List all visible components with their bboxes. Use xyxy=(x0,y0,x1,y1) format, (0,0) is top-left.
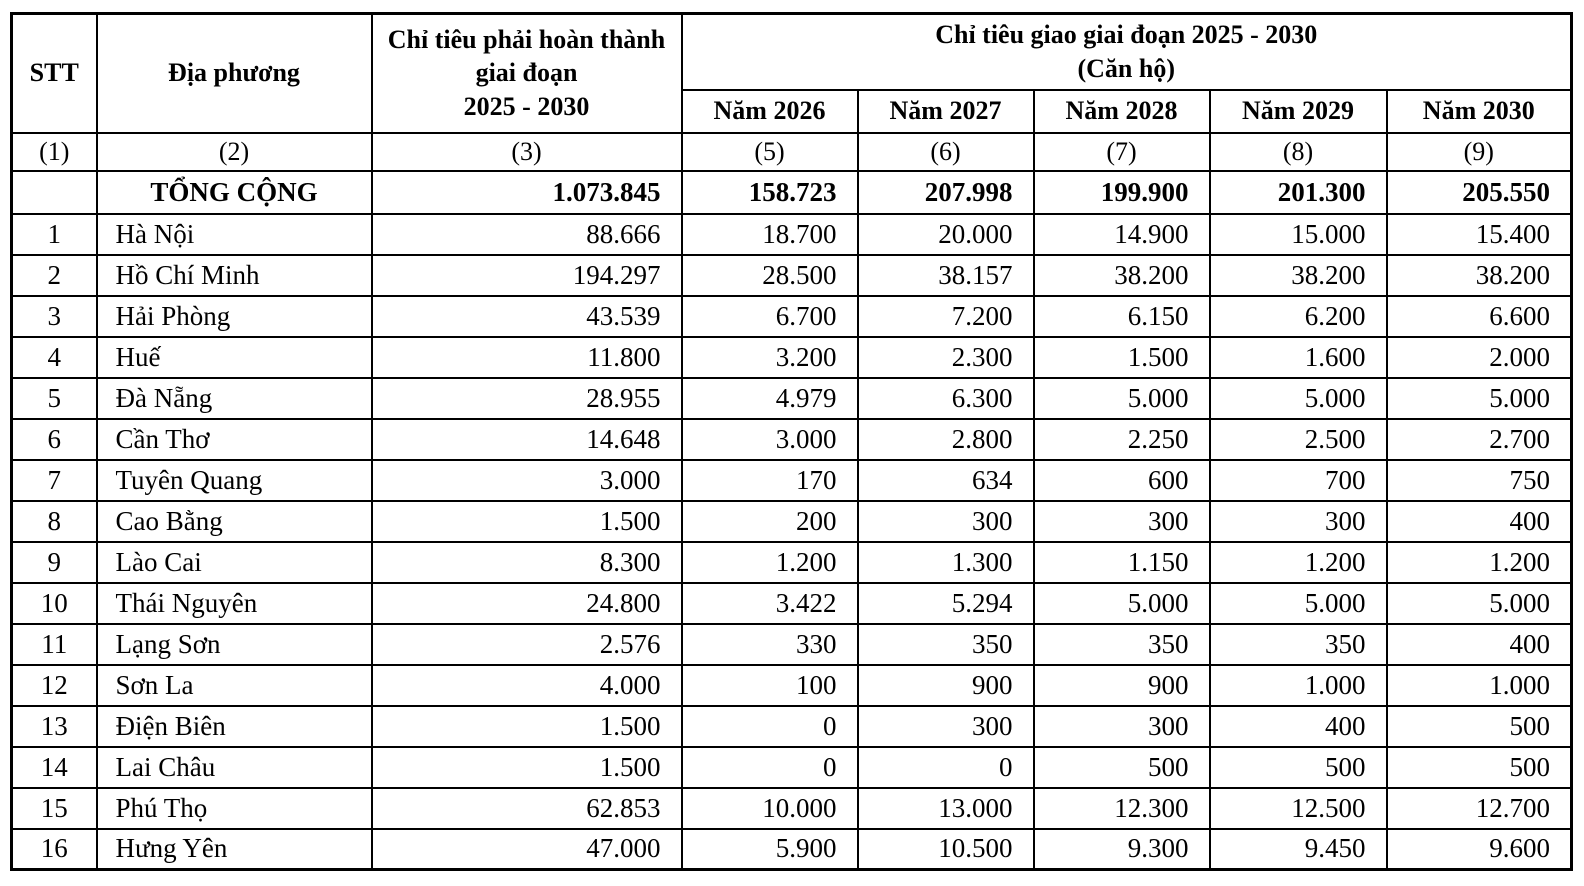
row-stt-cell: 6 xyxy=(12,419,97,460)
row-year-2027-cell: 350 xyxy=(858,624,1034,665)
total-target-cell: 1.073.845 xyxy=(372,171,682,214)
header-year-2028: Năm 2028 xyxy=(1034,90,1210,133)
row-year-2030-cell: 5.000 xyxy=(1387,378,1572,419)
row-target-cell: 1.500 xyxy=(372,501,682,542)
row-year-2026-cell: 4.979 xyxy=(682,378,858,419)
row-year-2029-cell: 12.500 xyxy=(1210,788,1387,829)
row-year-2029-cell: 6.200 xyxy=(1210,296,1387,337)
row-year-2027-cell: 2.300 xyxy=(858,337,1034,378)
row-target-cell: 8.300 xyxy=(372,542,682,583)
row-stt-cell: 11 xyxy=(12,624,97,665)
index-cell-7: (7) xyxy=(1034,133,1210,171)
row-year-2028-cell: 300 xyxy=(1034,501,1210,542)
row-year-2028-cell: 14.900 xyxy=(1034,214,1210,255)
row-year-2030-cell: 500 xyxy=(1387,706,1572,747)
row-year-2026-cell: 0 xyxy=(682,747,858,788)
row-year-2030-cell: 12.700 xyxy=(1387,788,1572,829)
table-row xyxy=(12,829,1572,870)
table-row xyxy=(12,419,1572,460)
table-body xyxy=(12,171,1572,870)
row-year-2029-cell: 500 xyxy=(1210,747,1387,788)
row-year-2030-cell: 15.400 xyxy=(1387,214,1572,255)
row-year-2027-cell: 634 xyxy=(858,460,1034,501)
row-year-2026-cell: 0 xyxy=(682,706,858,747)
row-year-2027-cell: 0 xyxy=(858,747,1034,788)
row-target-cell: 24.800 xyxy=(372,583,682,624)
column-index-row xyxy=(12,133,1572,171)
row-locality-cell: Tuyên Quang xyxy=(97,460,372,501)
row-target-cell: 28.955 xyxy=(372,378,682,419)
row-locality-cell: Hưng Yên xyxy=(97,829,372,870)
row-year-2028-cell: 5.000 xyxy=(1034,378,1210,419)
row-year-2028-cell: 900 xyxy=(1034,665,1210,706)
row-locality-cell: Sơn La xyxy=(97,665,372,706)
row-year-2026-cell: 330 xyxy=(682,624,858,665)
table-row xyxy=(12,378,1572,419)
row-year-2030-cell: 400 xyxy=(1387,501,1572,542)
row-year-2026-cell: 3.422 xyxy=(682,583,858,624)
table-row xyxy=(12,706,1572,747)
row-year-2030-cell: 5.000 xyxy=(1387,583,1572,624)
row-year-2027-cell: 10.500 xyxy=(858,829,1034,870)
row-year-2026-cell: 5.900 xyxy=(682,829,858,870)
header-group-line1: Chỉ tiêu giao giai đoạn 2025 - 2030 xyxy=(935,19,1318,49)
row-year-2026-cell: 3.000 xyxy=(682,419,858,460)
index-cell-3: (3) xyxy=(372,133,682,171)
row-year-2028-cell: 1.150 xyxy=(1034,542,1210,583)
row-year-2029-cell: 1.600 xyxy=(1210,337,1387,378)
row-year-2028-cell: 600 xyxy=(1034,460,1210,501)
header-year-2029: Năm 2029 xyxy=(1210,90,1387,133)
index-cell-6: (6) xyxy=(858,133,1034,171)
row-year-2030-cell: 750 xyxy=(1387,460,1572,501)
row-locality-cell: Thái Nguyên xyxy=(97,583,372,624)
row-target-cell: 88.666 xyxy=(372,214,682,255)
row-year-2027-cell: 13.000 xyxy=(858,788,1034,829)
row-year-2030-cell: 500 xyxy=(1387,747,1572,788)
table-row xyxy=(12,542,1572,583)
row-year-2027-cell: 20.000 xyxy=(858,214,1034,255)
row-stt-cell: 15 xyxy=(12,788,97,829)
row-year-2029-cell: 400 xyxy=(1210,706,1387,747)
row-stt-cell: 16 xyxy=(12,829,97,870)
table-row xyxy=(12,501,1572,542)
row-year-2029-cell: 350 xyxy=(1210,624,1387,665)
header-group-assigned xyxy=(682,14,1572,90)
row-year-2029-cell: 300 xyxy=(1210,501,1387,542)
table-row xyxy=(12,583,1572,624)
row-locality-cell: Cần Thơ xyxy=(97,419,372,460)
table-row xyxy=(12,665,1572,706)
row-target-cell: 11.800 xyxy=(372,337,682,378)
row-year-2027-cell: 900 xyxy=(858,665,1034,706)
row-locality-cell: Đà Nẵng xyxy=(97,378,372,419)
table-row xyxy=(12,296,1572,337)
index-cell-5: (5) xyxy=(682,133,858,171)
row-year-2030-cell: 6.600 xyxy=(1387,296,1572,337)
header-year-2030: Năm 2030 xyxy=(1387,90,1572,133)
row-stt-cell: 1 xyxy=(12,214,97,255)
total-stt-cell xyxy=(12,171,97,214)
row-locality-cell: Lào Cai xyxy=(97,542,372,583)
row-year-2030-cell: 38.200 xyxy=(1387,255,1572,296)
row-locality-cell: Huế xyxy=(97,337,372,378)
row-year-2028-cell: 2.250 xyxy=(1034,419,1210,460)
index-cell-1: (1) xyxy=(12,133,97,171)
row-year-2026-cell: 200 xyxy=(682,501,858,542)
row-stt-cell: 7 xyxy=(12,460,97,501)
row-locality-cell: Hải Phòng xyxy=(97,296,372,337)
row-year-2029-cell: 1.000 xyxy=(1210,665,1387,706)
total-year-2027-cell: 207.998 xyxy=(858,171,1034,214)
row-year-2026-cell: 28.500 xyxy=(682,255,858,296)
row-target-cell: 43.539 xyxy=(372,296,682,337)
row-locality-cell: Lai Châu xyxy=(97,747,372,788)
row-year-2030-cell: 1.000 xyxy=(1387,665,1572,706)
row-year-2026-cell: 1.200 xyxy=(682,542,858,583)
row-year-2027-cell: 300 xyxy=(858,706,1034,747)
row-stt-cell: 4 xyxy=(12,337,97,378)
row-year-2029-cell: 5.000 xyxy=(1210,583,1387,624)
row-target-cell: 2.576 xyxy=(372,624,682,665)
total-year-2026-cell: 158.723 xyxy=(682,171,858,214)
row-year-2028-cell: 1.500 xyxy=(1034,337,1210,378)
header-group-line2: (Căn hộ) xyxy=(1077,53,1176,83)
row-year-2027-cell: 7.200 xyxy=(858,296,1034,337)
row-year-2029-cell: 700 xyxy=(1210,460,1387,501)
index-cell-9: (9) xyxy=(1387,133,1572,171)
table-row xyxy=(12,747,1572,788)
row-year-2029-cell: 9.450 xyxy=(1210,829,1387,870)
row-year-2029-cell: 2.500 xyxy=(1210,419,1387,460)
row-year-2026-cell: 170 xyxy=(682,460,858,501)
row-year-2029-cell: 1.200 xyxy=(1210,542,1387,583)
row-target-cell: 62.853 xyxy=(372,788,682,829)
row-year-2027-cell: 300 xyxy=(858,501,1034,542)
row-year-2028-cell: 350 xyxy=(1034,624,1210,665)
row-target-cell: 47.000 xyxy=(372,829,682,870)
row-locality-cell: Điện Biên xyxy=(97,706,372,747)
header-year-2027: Năm 2027 xyxy=(858,90,1034,133)
row-locality-cell: Cao Bằng xyxy=(97,501,372,542)
total-year-2030-cell: 205.550 xyxy=(1387,171,1572,214)
row-target-cell: 3.000 xyxy=(372,460,682,501)
row-target-cell: 14.648 xyxy=(372,419,682,460)
row-target-cell: 1.500 xyxy=(372,747,682,788)
row-year-2030-cell: 9.600 xyxy=(1387,829,1572,870)
row-target-cell: 4.000 xyxy=(372,665,682,706)
header-target-column xyxy=(372,14,682,133)
row-stt-cell: 3 xyxy=(12,296,97,337)
row-stt-cell: 10 xyxy=(12,583,97,624)
total-label: TỔNG CỘNG xyxy=(97,171,372,214)
table-header xyxy=(12,14,1572,171)
row-year-2030-cell: 2.700 xyxy=(1387,419,1572,460)
row-year-2027-cell: 38.157 xyxy=(858,255,1034,296)
row-year-2026-cell: 18.700 xyxy=(682,214,858,255)
header-target-line1: Chỉ tiêu phải hoàn thành giai đoạn xyxy=(387,24,666,88)
row-target-cell: 1.500 xyxy=(372,706,682,747)
row-year-2028-cell: 9.300 xyxy=(1034,829,1210,870)
row-year-2028-cell: 300 xyxy=(1034,706,1210,747)
row-stt-cell: 14 xyxy=(12,747,97,788)
header-dia-phuong: Địa phương xyxy=(97,14,372,133)
row-year-2029-cell: 38.200 xyxy=(1210,255,1387,296)
table-row xyxy=(12,214,1572,255)
row-year-2029-cell: 5.000 xyxy=(1210,378,1387,419)
row-year-2028-cell: 5.000 xyxy=(1034,583,1210,624)
row-locality-cell: Lạng Sơn xyxy=(97,624,372,665)
row-year-2026-cell: 6.700 xyxy=(682,296,858,337)
row-year-2027-cell: 5.294 xyxy=(858,583,1034,624)
row-stt-cell: 2 xyxy=(12,255,97,296)
total-year-2028-cell: 199.900 xyxy=(1034,171,1210,214)
row-stt-cell: 12 xyxy=(12,665,97,706)
row-stt-cell: 8 xyxy=(12,501,97,542)
row-year-2030-cell: 2.000 xyxy=(1387,337,1572,378)
index-cell-8: (8) xyxy=(1210,133,1387,171)
row-year-2026-cell: 10.000 xyxy=(682,788,858,829)
row-year-2028-cell: 38.200 xyxy=(1034,255,1210,296)
row-year-2028-cell: 500 xyxy=(1034,747,1210,788)
row-target-cell: 194.297 xyxy=(372,255,682,296)
row-year-2030-cell: 400 xyxy=(1387,624,1572,665)
row-year-2027-cell: 6.300 xyxy=(858,378,1034,419)
housing-quota-table xyxy=(10,12,1573,871)
row-year-2028-cell: 12.300 xyxy=(1034,788,1210,829)
row-year-2027-cell: 1.300 xyxy=(858,542,1034,583)
table-row xyxy=(12,624,1572,665)
table-row xyxy=(12,788,1572,829)
row-year-2026-cell: 3.200 xyxy=(682,337,858,378)
row-year-2026-cell: 100 xyxy=(682,665,858,706)
row-locality-cell: Phú Thọ xyxy=(97,788,372,829)
row-year-2028-cell: 6.150 xyxy=(1034,296,1210,337)
index-cell-2: (2) xyxy=(97,133,372,171)
row-year-2030-cell: 1.200 xyxy=(1387,542,1572,583)
row-stt-cell: 5 xyxy=(12,378,97,419)
header-row-main xyxy=(12,14,1572,90)
table-row xyxy=(12,337,1572,378)
row-locality-cell: Hà Nội xyxy=(97,214,372,255)
table-row xyxy=(12,460,1572,501)
total-year-2029-cell: 201.300 xyxy=(1210,171,1387,214)
total-row xyxy=(12,171,1572,214)
header-stt: STT xyxy=(12,14,97,133)
row-year-2029-cell: 15.000 xyxy=(1210,214,1387,255)
row-year-2027-cell: 2.800 xyxy=(858,419,1034,460)
row-stt-cell: 13 xyxy=(12,706,97,747)
table-row xyxy=(12,255,1572,296)
header-year-2026: Năm 2026 xyxy=(682,90,858,133)
header-target-line2: 2025 - 2030 xyxy=(463,92,590,122)
row-stt-cell: 9 xyxy=(12,542,97,583)
row-locality-cell: Hồ Chí Minh xyxy=(97,255,372,296)
